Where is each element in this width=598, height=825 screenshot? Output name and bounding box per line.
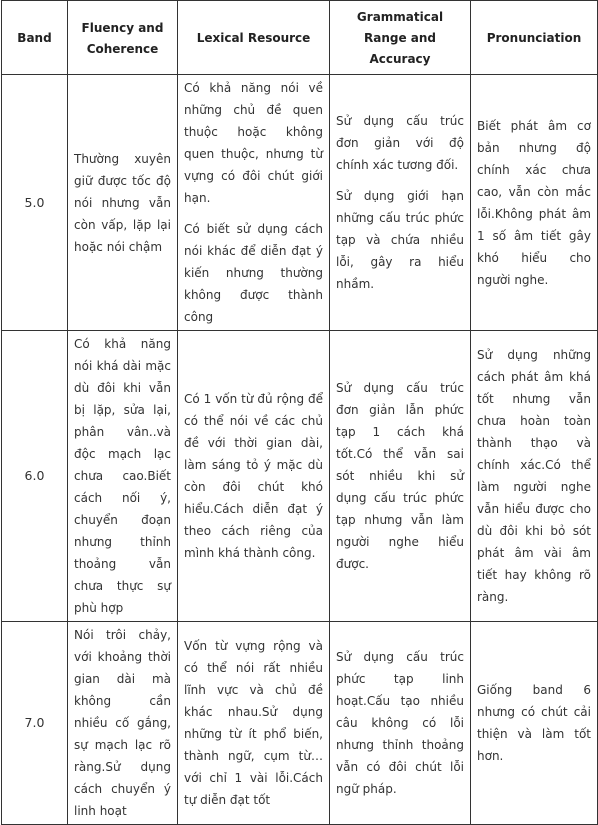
lexical-paragraph: Có khả năng nói về những chủ đề quen thuộc hoặc không quen thuộc, nhưng từ vựng có đôi chút giới hạn. [184,81,323,205]
grammar-paragraph: Sử dụng cấu trúc đơn giản với độ chính xác tương đối. [336,114,464,172]
fluency-cell: Thường xuyên giữ được tốc độ nói nhưng vẫn còn vấp, lặp lại hoặc nói chậm [68,75,178,331]
table-row [2,622,598,825]
band-value: 5.0 [2,75,68,331]
header-lexical-resource: Lexical Resource [178,1,330,75]
pronunciation-cell: Biết phát âm cơ bản nhưng độ chính xác chưa cao, vẫn còn mắc lỗi.Không phát âm 1 số âm tiết gây khó hiểu cho người nghe. [471,75,598,331]
pronunciation-cell: Giống band 6 nhưng có chút cải thiện và làm tốt hơn. [471,622,598,825]
band-value: 6.0 [2,331,68,622]
grammar-cell: Sử dụng cấu trúc đơn giản lẫn phức tạp 1 cách khá tốt.Có thể vẫn sai sót nhiều khi sử dụng cấu trúc phức tạp nhưng vẫn làm người nghe hiểu được. [330,331,471,622]
table-row [2,75,598,331]
lexical-paragraph: Có biết sử dụng cách nói khác để diễn đạt ý kiến nhưng thường không được thành công [184,222,323,324]
lexical-cell: Vốn từ vựng rộng và có thể nói rất nhiều lĩnh vực và chủ đề khác nhau.Sử dụng những từ ít phổ biến, thành ngữ, cụm từ…với chỉ 1 vài lỗi.Cách tự diễn đạt tốt [178,622,330,825]
header-row [2,1,598,75]
table-row [2,331,598,622]
band-value: 7.0 [2,622,68,825]
fluency-cell: Có khả năng nói khá dài mặc dù đôi khi vẫn bị lặp, sửa lại, phân vân..và độc mạch lạc chưa cao.Biết cách nối ý, chuyển đoạn nhưng thỉnh thoảng vẫn chưa thực sự phù hợp [68,331,178,622]
grammar-cell [330,75,471,331]
fluency-cell: Nói trôi chảy, với khoảng thời gian dài mà không cần nhiều cố gắng, sự mạch lạc rõ ràng.Sử dụng cách chuyển ý linh hoạt [68,622,178,825]
pronunciation-cell: Sử dụng những cách phát âm khá tốt nhưng vẫn chưa hoàn toàn thành thạo và chính xác.Có thể làm người nghe vẫn hiểu được cho dù đôi khi bỏ sót phát âm vài âm tiết hay không rõ ràng. [471,331,598,622]
grammar-paragraph: Sử dụng giới hạn những cấu trúc phức tạp và chứa nhiều lỗi, gây ra hiểu nhầm. [336,189,464,291]
grammar-cell: Sử dụng cấu trúc phức tạp linh hoạt.Cấu tạo nhiều câu không có lỗi nhưng thỉnh thoảng vẫn có đôi chút lỗi ngữ pháp. [330,622,471,825]
lexical-cell: Có 1 vốn từ đủ rộng để có thể nói về các chủ đề với thời gian dài, làm sáng tỏ ý mặc dù còn đôi chút khó hiểu.Cách diễn đạt ý theo cách riêng của mình khá thành công. [178,331,330,622]
ielts-speaking-band-table [1,0,598,825]
header-pronunciation: Pronunciation [471,1,598,75]
header-grammatical-range: Grammatical Range and Accuracy [330,1,471,75]
header-band: Band [2,1,68,75]
header-fluency-coherence: Fluency and Coherence [68,1,178,75]
lexical-cell [178,75,330,331]
